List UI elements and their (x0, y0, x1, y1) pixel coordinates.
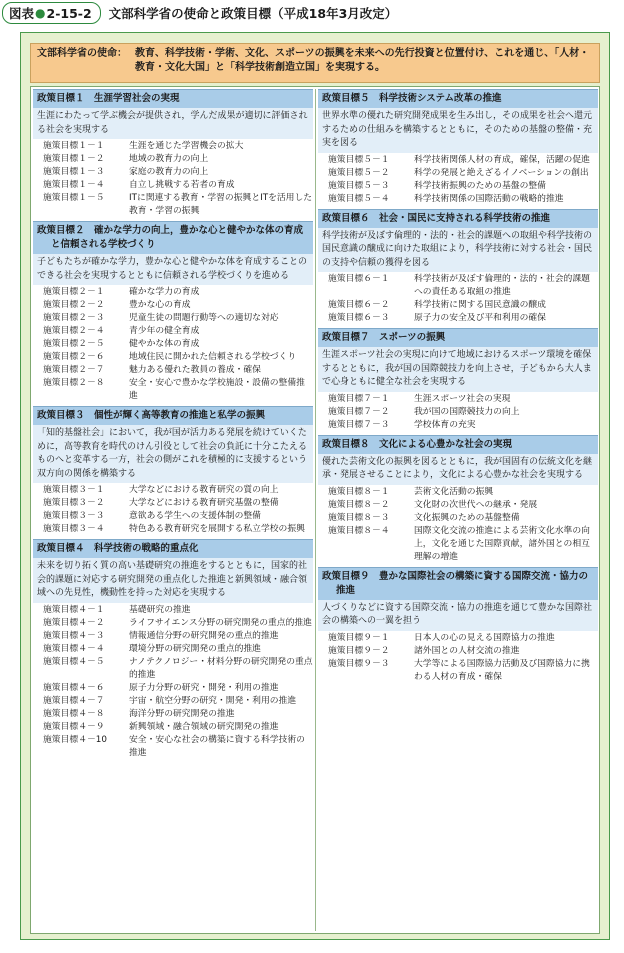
policy-block (318, 328, 598, 435)
measure-item (318, 406, 598, 419)
measure-text: 健やかな体の育成 (129, 339, 200, 349)
measure-item (318, 632, 598, 645)
policy-heading: 政策目標９ 豊かな国際社会の構築に資する国際交流・協力の推進 (318, 567, 598, 600)
policy-heading: 政策目標８ 文化による心豊かな社会の実現 (318, 435, 598, 454)
mission-box (30, 43, 600, 83)
measure-item (318, 154, 598, 167)
measure-code: 施策目標８－２ (328, 499, 390, 510)
policy-block (33, 406, 313, 539)
measure-text: 科学技術関係人材の育成，確保，活躍の促進 (414, 154, 590, 165)
policy-block (33, 539, 313, 763)
measure-list (318, 631, 598, 687)
measure-item (33, 604, 313, 617)
measure-code: 施策目標１－５ (43, 193, 105, 203)
measure-item (318, 273, 598, 299)
measure-code: 施策目標８－４ (328, 525, 390, 536)
measure-text: 科学技術が及ぼす倫理的・法的・社会的課題への責任ある取組の推進 (414, 274, 590, 297)
measure-code: 施策目標１－１ (43, 141, 105, 151)
measure-code: 施策目標３－２ (43, 498, 105, 508)
measure-code: 施策目標４－９ (43, 721, 105, 732)
measure-item (318, 525, 598, 564)
measure-code: 施策目標８－３ (328, 512, 390, 523)
policy-table (30, 86, 600, 934)
measure-item (318, 658, 598, 684)
measure-list (318, 392, 598, 435)
measure-text: ナノテクノロジー・材料分野の研究開発の重点的推進 (129, 656, 313, 680)
measure-text: 大学等による国際協力活動及び国際協力に携わる人材の育成・確保 (414, 658, 590, 682)
measure-item (318, 499, 598, 512)
measure-code: 施策目標４－10 (43, 734, 107, 745)
measure-item (33, 377, 313, 403)
policy-description: 子どもたちが確かな学力，豊かな心と健やかな体を育成することのできる社会を実現するとともに信頼される学校づくりを進める (33, 254, 313, 285)
measure-text: ITに関連する教育・学習の振興とITを活用した教育・学習の振興 (129, 193, 313, 216)
policy-block (318, 567, 598, 687)
measure-code: 施策目標８－１ (328, 486, 390, 497)
measure-list (318, 485, 598, 567)
measure-item (318, 486, 598, 499)
measure-code: 施策目標５－２ (328, 167, 390, 178)
measure-item (318, 512, 598, 525)
measure-item (33, 734, 313, 760)
measure-item (33, 630, 313, 643)
measure-list (318, 153, 598, 209)
measure-text: 原子力分野の研究・開発・利用の推進 (129, 682, 279, 693)
policy-block (33, 221, 313, 406)
figure-title: 文部科学省の使命と政策目標（平成18年3月改定） (108, 6, 398, 21)
measure-list (33, 285, 313, 406)
right-column (318, 89, 598, 687)
measure-item (33, 617, 313, 630)
measure-item (33, 140, 313, 153)
policy-heading: 政策目標７ スポーツの振興 (318, 328, 598, 347)
measure-code: 施策目標６－１ (328, 274, 390, 284)
measure-text: 安全・安心な社会の構築に資する科学技術の推進 (129, 734, 305, 758)
measure-text: 文化財の次世代への継承・発展 (414, 499, 538, 510)
measure-item (33, 656, 313, 682)
measure-item (318, 180, 598, 193)
measure-item (33, 192, 313, 218)
measure-code: 施策目標２－５ (43, 339, 105, 349)
measure-text: 基礎研究の推進 (129, 604, 191, 615)
figure-label-prefix: 図表 (9, 6, 35, 21)
measure-text: 科学の発展と絶えざるイノベーションの創出 (414, 167, 589, 178)
policy-block (318, 435, 598, 567)
measure-code: 施策目標２－６ (43, 352, 105, 362)
measure-text: 新興領域・融合領域の研究開発の推進 (129, 721, 279, 732)
measure-code: 施策目標４－８ (43, 708, 105, 719)
measure-code: 施策目標７－３ (328, 419, 390, 430)
policy-heading: 政策目標６ 社会・国民に支持される科学技術の推進 (318, 209, 598, 228)
column-divider (315, 89, 316, 931)
policy-block (318, 89, 598, 209)
policy-heading: 政策目標２ 確かな学力の向上，豊かな心と健やかな体の育成と信頼される学校づくり (33, 221, 313, 254)
measure-item (33, 312, 313, 325)
measure-text: 海洋分野の研究開発の推進 (129, 708, 235, 719)
measure-item (318, 312, 598, 325)
measure-code: 施策目標４－７ (43, 695, 105, 706)
measure-item (33, 166, 313, 179)
measure-item (318, 645, 598, 658)
measure-text: 生涯を通じた学習機会の拡大 (129, 141, 244, 151)
measure-item (318, 419, 598, 432)
measure-item (318, 193, 598, 206)
measure-code: 施策目標４－５ (43, 656, 105, 667)
mission-text: 教育、科学技術・学術、文化、スポーツの振興を未来への先行投資と位置付け、これを通じ、「人材・教育・文化大国」と「科学技術創造立国」を実現する。 (135, 48, 590, 73)
measure-code: 施策目標２－１ (43, 287, 105, 297)
policy-description: 科学技術が及ぼす倫理的・法的・社会的課題への取組や科学技術の国民意識の醸成に向けた取組により，科学技術に対する社会・国民の支持や信頼の獲得を図る (318, 228, 598, 273)
measure-item (33, 325, 313, 338)
measure-code: 施策目標４－６ (43, 682, 105, 693)
policy-heading: 政策目標１ 生涯学習社会の実現 (33, 89, 313, 108)
measure-text: 科学技術振興のための基盤の整備 (414, 180, 546, 191)
measure-text: 原子力の安全及び平和利用の確保 (414, 313, 546, 323)
measure-text: 芸術文化活動の振興 (414, 486, 494, 497)
measure-code: 施策目標３－１ (43, 485, 105, 495)
measure-text: 地域住民に開かれた信頼される学校づくり (129, 352, 297, 362)
policy-block (33, 89, 313, 221)
measure-code: 施策目標７－１ (328, 393, 390, 404)
measure-item (33, 497, 313, 510)
measure-item (33, 643, 313, 656)
policy-block (318, 209, 598, 329)
measure-code: 施策目標９－２ (328, 645, 390, 656)
measure-text: 学校体育の充実 (414, 419, 476, 430)
figure-panel (20, 32, 610, 940)
measure-item (318, 167, 598, 180)
policy-heading: 政策目標３ 個性が輝く高等教育の推進と私学の振興 (33, 406, 313, 425)
measure-item (33, 299, 313, 312)
measure-item (33, 484, 313, 497)
measure-text: 青少年の健全育成 (129, 326, 200, 336)
measure-text: 日本人の心の見える国際協力の推進 (414, 632, 555, 643)
measure-text: 科学技術に関する国民意識の醸成 (414, 300, 546, 310)
measure-item (33, 682, 313, 695)
measure-text: 科学技術関係の国際活動の戦略的推進 (414, 193, 564, 204)
measure-text: 安全・安心で豊かな学校施設・設備の整備推進 (129, 378, 305, 401)
measure-code: 施策目標５－１ (328, 154, 390, 165)
measure-code: 施策目標２－３ (43, 313, 105, 323)
measure-item (33, 179, 313, 192)
measure-text: 環境分野の研究開発の重点的推進 (129, 643, 261, 654)
measure-code: 施策目標２－４ (43, 326, 105, 336)
measure-code: 施策目標１－３ (43, 167, 105, 177)
measure-text: 家庭の教育力の向上 (129, 167, 209, 177)
measure-text: ライフサイエンス分野の研究開発の重点的推進 (129, 617, 312, 628)
measure-text: 特色ある教育研究を展開する私立学校の振興 (129, 524, 305, 534)
measure-item (33, 721, 313, 734)
measure-item (33, 695, 313, 708)
measure-code: 施策目標９－３ (328, 658, 390, 669)
measure-text: 意欲ある学生への支援体制の整備 (129, 511, 261, 521)
measure-code: 施策目標５－４ (328, 193, 390, 204)
measure-text: 確かな学力の育成 (129, 287, 200, 297)
measure-text: 大学などにおける教育研究基盤の整備 (129, 498, 279, 508)
measure-item (33, 351, 313, 364)
measure-item (33, 338, 313, 351)
measure-code: 施策目標６－３ (328, 313, 390, 323)
measure-item (318, 393, 598, 406)
measure-list (33, 603, 313, 763)
mission-label: 文部科学省の使命： (37, 48, 127, 59)
measure-code: 施策目標４－３ (43, 630, 105, 641)
measure-item (33, 153, 313, 166)
figure-label (2, 2, 101, 24)
measure-list (318, 272, 598, 328)
measure-text: 大学などにおける教育研究の質の向上 (129, 485, 279, 495)
measure-text: 諸外国との人材交流の推進 (414, 645, 520, 656)
measure-code: 施策目標３－３ (43, 511, 105, 521)
measure-code: 施策目標１－２ (43, 154, 105, 164)
measure-code: 施策目標４－２ (43, 617, 105, 628)
measure-text: 情報通信分野の研究開発の重点的推進 (129, 630, 279, 641)
measure-code: 施策目標６－２ (328, 300, 390, 310)
measure-item (33, 286, 313, 299)
measure-item (33, 523, 313, 536)
left-column (33, 89, 313, 763)
measure-list (33, 139, 313, 221)
measure-code: 施策目標４－１ (43, 604, 105, 615)
measure-text: 児童生徒の問題行動等への適切な対応 (129, 313, 279, 323)
policy-description: 優れた芸術文化の振興を図るとともに，我が国固有の伝統文化を継承・発展させることにより，文化による心豊かな社会を実現する (318, 454, 598, 485)
policy-description: 世界水準の優れた研究開発成果を生み出し，その成果を社会へ還元するための仕組みを構築するとともに，そのための基盤の整備・充実を図る (318, 108, 598, 153)
figure-number: 2-15-2 (46, 5, 92, 21)
measure-item (33, 510, 313, 523)
measure-text: 文化振興のための基盤整備 (414, 512, 520, 523)
measure-text: 生涯スポーツ社会の実現 (414, 393, 511, 404)
measure-text: 国際文化交流の推進による芸術文化水準の向上，文化を通じた国際貢献，諸外国との相互理解の増進 (414, 525, 590, 562)
policy-heading: 政策目標５ 科学技術システム改革の推進 (318, 89, 598, 108)
policy-description: 生涯スポーツ社会の実現に向けて地域におけるスポーツ環境を確保するとともに，我が国の国際競技力を向上させ，子どもから大人まで心身ともに健全な社会を実現する (318, 347, 598, 392)
measure-text: 自立し挑戦する若者の育成 (129, 180, 235, 190)
measure-code: 施策目標２－７ (43, 365, 105, 375)
measure-list (33, 483, 313, 539)
policy-description: 人づくりなどに資する国際交流・協力の推進を通じて豊かな国際社会の構築への一翼を担う (318, 600, 598, 631)
measure-text: 地域の教育力の向上 (129, 154, 209, 164)
measure-code: 施策目標５－３ (328, 180, 390, 191)
measure-item (33, 708, 313, 721)
measure-code: 施策目標２－２ (43, 300, 105, 310)
measure-item (33, 364, 313, 377)
measure-text: 我が国の国際競技力の向上 (414, 406, 520, 417)
measure-text: 魅力ある優れた教員の養成・確保 (129, 365, 261, 375)
measure-text: 宇宙・航空分野の研究・開発・利用の推進 (129, 695, 297, 706)
measure-code: 施策目標１－４ (43, 180, 105, 190)
figure-header (0, 0, 624, 26)
policy-description: 生涯にわたって学ぶ機会が提供され，学んだ成果が適切に評価される社会を実現する (33, 108, 313, 139)
measure-code: 施策目標４－４ (43, 643, 105, 654)
measure-code: 施策目標３－４ (43, 524, 105, 534)
policy-description: 「知的基盤社会」において，我が国が活力ある発展を続けていくために，高等教育を時代のけん引役として社会の負託に十分こたえるものへと変革する一方，社会の側がこれを積極的に支援するという双方向の関係を構築する (33, 425, 313, 483)
bullet-icon: ● (35, 6, 46, 20)
policy-description: 未来を切り拓く質の高い基礎研究の推進をするとともに，国家的社会的課題に対応する研究開発の重点化した推進と新興領域・融合領域への先見性，機動性を持った対応を実現する (33, 558, 313, 603)
measure-item (318, 299, 598, 312)
policy-heading: 政策目標４ 科学技術の戦略的重点化 (33, 539, 313, 558)
measure-text: 豊かな心の育成 (129, 300, 191, 310)
measure-code: 施策目標７－２ (328, 406, 390, 417)
measure-code: 施策目標９－１ (328, 632, 390, 643)
measure-code: 施策目標２－８ (43, 378, 105, 388)
